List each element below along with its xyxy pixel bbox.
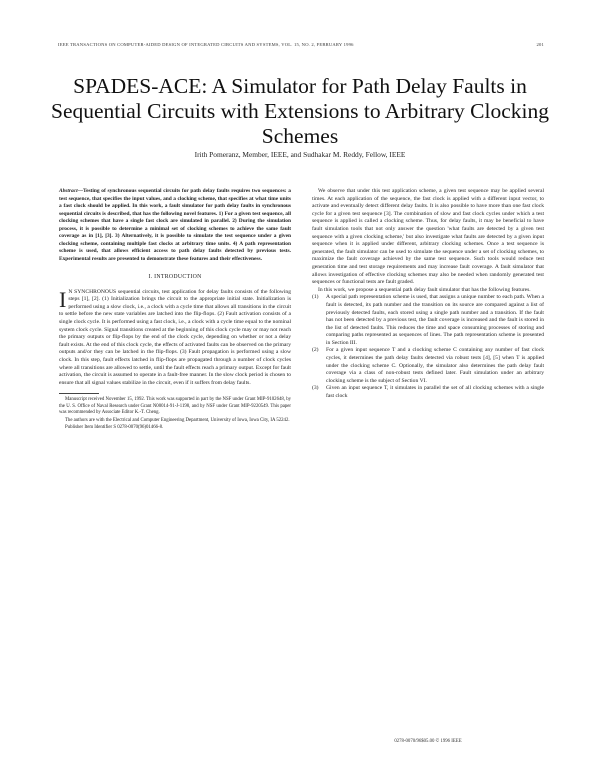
- feature-list: [312, 294, 544, 400]
- intro-text: N SYNCHRONOUS sequential circuits, test application for delay faults consists of the following steps [1], [2]. (1) Initialization brings the circuit to the appropriate initial state. Initialization is performed using a slow clock, i.e., a clock with a cycle time that allows all transitions in the circuit to settle before the new state variables are latched into the flip-flops. (2) Fault activation consists of a single clock cycle. It is performed using a fast clock, i.e., a clock with a cycle time equal to the nominal system clock cycle. Signal transitions created at the beginning of this clock cycle may or may not reach the primary outputs or flip-flops by the end of the clock cycle, depending on whether or not a delay fault exists. At the end of this clock cycle, the effects of activated faults can be observed on the primary outputs and/or they can be latched in the flip-flops. (3) Fault propagation is performed using a slow clock. In this step, fault effects latched in flip-flops are propagated through a number of clock cycles where all transitions are allowed to settle, until the fault effects reach a primary output. Except for fault activation, the circuit is assumed to operate in a fault-free manner. In the slow clock period is chosen to ensure that all signal values stabilize in the circuit, even if it suffers from delay faults.: [59, 288, 291, 386]
- list-item-text: For a given input sequence T and a clocking scheme C containing any number of fast clock cycles, it determines the path delay faults detected via robust tests [4], [5] when T is applied under the clocking scheme C. Optionally, the simulator also determines the path delay fault coverage via a class of non-robust tests defined later. Fault simulation under an arbitrary clocking scheme is the subject of Section VI.: [326, 347, 544, 384]
- author-line: Irith Pomeranz, Member, IEEE, and Sudhakar M. Reddy, Fellow, IEEE: [194, 150, 406, 159]
- body-paragraph: In this work, we propose a sequential path delay fault simulator that has the following features.: [318, 286, 531, 293]
- footnote-divider: [59, 393, 99, 394]
- left-column: [59, 188, 291, 432]
- abstract-text: Testing of synchronous sequential circuits for path delay faults requires two sequences: a test sequence, that specifies the input values, and a clocking scheme, that specifies at what time units a fast clock should be applied. In this work, a fault simulator for path delay faults in synchronous sequential circuits is described, that has the following novel features. 1) For a given test sequence, all clocking schemes that have a single fast clock are simulated in parallel. 2) During the simulation process, it is possible to determine a minimal set of clocking schemes to achieve the same fault coverage as in [1], [3]. 3) Alternatively, it is possible to simulate the test sequence under a given clocking scheme, containing multiple fast clocks at arbitrary time units. 4) A path representation scheme is used, that allows efficient access to path delay faults detected by previous tests. Experimental results are presented to demonstrate these features and their effectiveness.: [59, 188, 291, 262]
- list-item-number: (1): [312, 294, 319, 301]
- footnote-manuscript: Manuscript received November 15, 1992. This work was supported in part by the NSF under Grant MIP-9102648, by the U. S. Office of Naval Research under Grant N00014-91-J-1198, and by NSF under Grant MIP-9220549. This paper was recommended by Associate Editor K.-T. Cheng.: [59, 397, 291, 416]
- list-item: [312, 347, 544, 385]
- section-heading-introduction: I. INTRODUCTION: [148, 274, 202, 280]
- list-item: [312, 294, 544, 347]
- right-column: [312, 188, 544, 401]
- body-paragraph: We observe that under this test application scheme, a given test sequence may be applied several times. At each application of the sequence, the fast clock is applied with a different input vector, to activate and eventually detect different delay faults. It is also possible to have more than one fast clock cycle for a given test sequence [3]. The combination of slow and fast clock cycles under which a test sequence is applied is called a clocking scheme. Thus, for delay faults, it may be beneficial to have fault simulation tools that not only answer the question 'what faults are detected by a given test sequence with a given clocking scheme,' but also investigate what faults are detected by a given input sequence when it is applied under different, arbitrary clocking schemes. Once a test sequence is generated, the fault simulator can be used to simulate the sequence under a set of clocking schemes, to maximize the fault coverage achieved by the same test sequence. Such tools would reduce test generation time and test storage requirements and may increase fault coverage. A fault simulator that allows investigation of effective clocking schemes may also be needed when randomly generated test sequences or functional tests are fault graded.: [312, 188, 544, 286]
- list-item-number: (2): [312, 347, 319, 354]
- abstract-label: Abstract—: [59, 188, 83, 194]
- abstract: [59, 188, 291, 263]
- list-item-number: (3): [312, 385, 319, 392]
- page-number: 201: [536, 42, 544, 47]
- footnote-identifier: Publisher Item Identifier S 0278-0070(96)01466-8.: [65, 424, 164, 430]
- drop-cap: I: [59, 286, 67, 312]
- copyright-id: 0278-0070/96$05.00 © 1996 IEEE: [394, 739, 462, 744]
- list-item-text: A special path representation scheme is used, that assigns a unique number to each path. When a fault is detected, its path number and the transition on its source are compared against a list of previously detected faults, each stored using a single path number and a transition. If the fault has not been detected by a previous test, the fault coverage is increased and the fault is stored in the list of detected faults. This reduces the time and space consuming processes of storing and comparing paths represented as sequences of lines. The path representation scheme is presented in Section III.: [326, 294, 544, 346]
- journal-header: IEEE TRANSACTIONS ON COMPUTER-AIDED DESIGN OF INTEGRATED CIRCUITS AND SYSTEMS, VOL. 15, NO. 2, FEBRUARY 1996: [58, 42, 354, 47]
- list-item-text: Given an input sequence T, it simulates in parallel the set of all clocking schemes with a single fast clock: [326, 385, 544, 400]
- paper-title: SPADES-ACE: A Simulator for Path Delay Faults in Sequential Circuits with Extensions to Arbitrary Clocking Schemes: [50, 74, 550, 148]
- running-header: [58, 42, 544, 47]
- list-item: [312, 385, 544, 400]
- intro-paragraph: [59, 286, 291, 388]
- footnote-authors: The authors are with the Electrical and Computer Engineering Department, University of Iowa, Iowa City, IA 52242.: [65, 417, 290, 423]
